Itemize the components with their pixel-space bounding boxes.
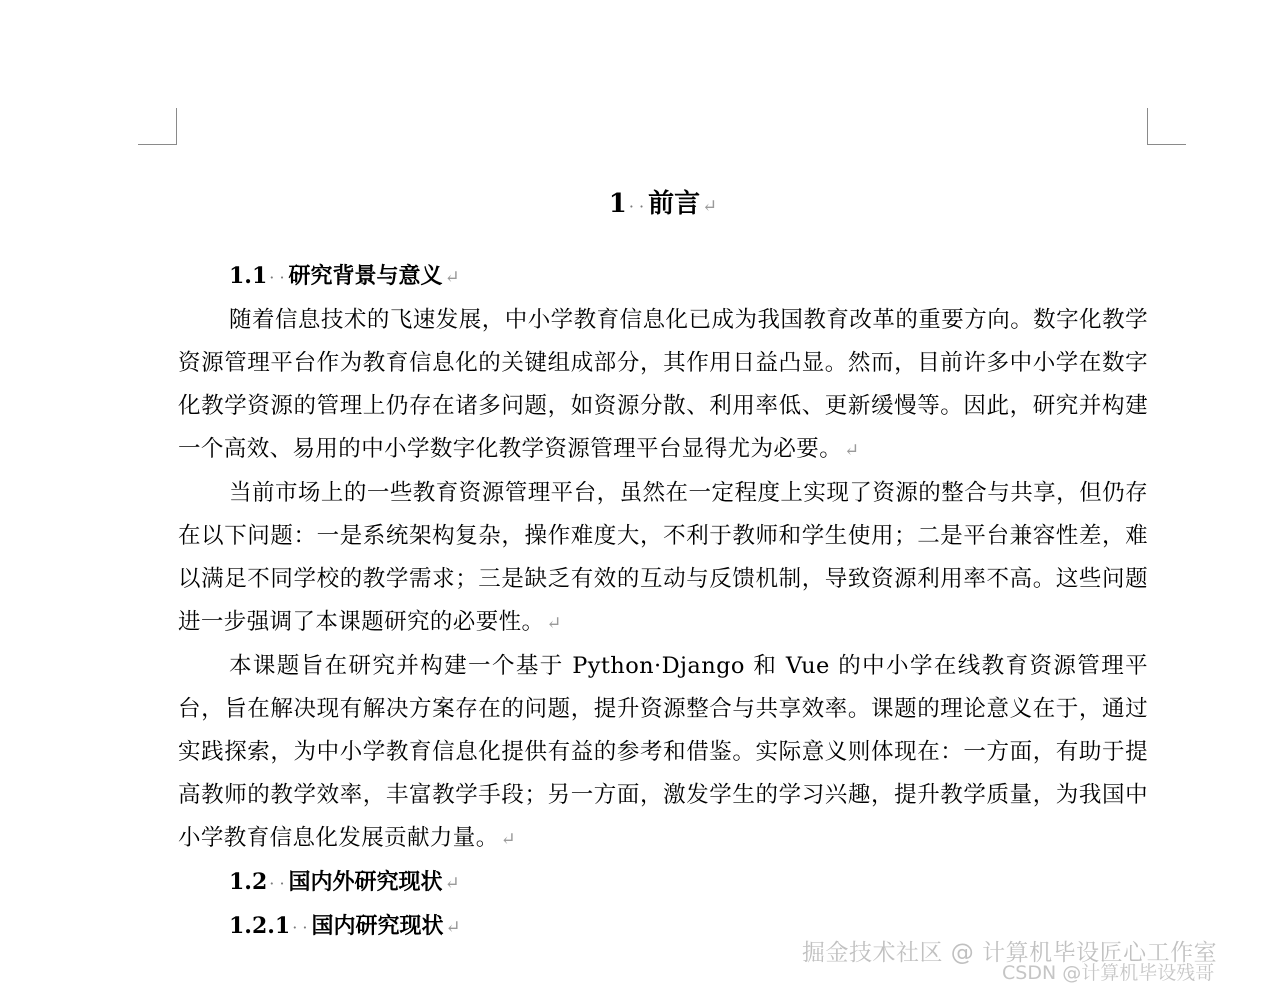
section-number: 1.2.1: [229, 913, 291, 939]
paragraph-mark: ↵: [444, 267, 460, 288]
section-number: 1.1: [229, 263, 268, 289]
paragraph-mark: ↵: [500, 829, 517, 850]
body-paragraph: [178, 645, 1148, 861]
body-paragraph: [178, 472, 1148, 645]
paragraph-text: 当前市场上的一些教育资源管理平台，虽然在一定程度上实现了资源的整合与共享，但仍存在以下问题：一是系统架构复杂，操作难度大，不利于教师和学生使用；二是平台兼容性差，难以满足不同学校的教学需求；三是缺乏有效的互动与反馈机制，导致资源利用率不高。这些问题进一步强调了本课题研究的必要性。: [178, 480, 1148, 635]
paragraph-mark: ↵: [444, 873, 460, 894]
chapter-title: [178, 182, 1148, 229]
section-title: 国内外研究现状: [288, 869, 443, 895]
space-marks: · ·: [628, 197, 645, 216]
section-number: 1.2: [229, 869, 268, 895]
paragraph-mark: ↵: [844, 440, 860, 461]
paragraph-text: 本课题旨在研究并构建一个基于 Python·Django 和 Vue 的中小学在线教育资源管理平台，旨在解决现有解决方案存在的问题，提升资源整合与共享效率。课题的理论意义在于，通过实践探索，为中小学教育信息化提供有益的参考和借鉴。实际意义则体现在：一方面，有助于提高教师的教学效率，丰富教学手段；另一方面，激发学生的学习兴趣，提升教学质量，为我国中小学教育信息化发展贡献力量。: [178, 653, 1148, 851]
paragraph-mark: ↵: [702, 196, 718, 217]
margin-corner-top-left: [138, 108, 177, 145]
section-heading-1-1: [178, 255, 1148, 299]
body-paragraph: [178, 299, 1148, 472]
chapter-title-text: 前言: [648, 189, 701, 219]
paragraph-mark: ↵: [445, 917, 461, 938]
space-marks: · ·: [292, 918, 308, 937]
section-title: 国内研究现状: [311, 913, 444, 939]
paragraph-text: 随着信息技术的飞速发展，中小学教育信息化已成为我国教育改革的重要方向。数字化教学资源管理平台作为教育信息化的关键组成部分，其作用日益凸显。然而，目前许多中小学在数字化教学资源的管理上仍存在诸多问题，如资源分散、利用率低、更新缓慢等。因此，研究并构建一个高效、易用的中小学数字化教学资源管理平台显得尤为必要。: [178, 307, 1148, 462]
section-title: 研究背景与意义: [288, 263, 443, 289]
document-body: [178, 182, 1148, 949]
watermark-juejin: 掘金技术社区 @ 计算机毕设匠心工作室: [802, 940, 1218, 966]
watermark-csdn: CSDN @计算机毕设残哥: [1002, 962, 1215, 984]
space-marks: · ·: [269, 874, 285, 893]
chapter-number: 1: [608, 189, 627, 219]
section-heading-1-2: [178, 861, 1148, 905]
paragraph-mark: ↵: [546, 613, 562, 634]
margin-corner-top-right: [1147, 108, 1186, 145]
space-marks: · ·: [269, 268, 285, 287]
